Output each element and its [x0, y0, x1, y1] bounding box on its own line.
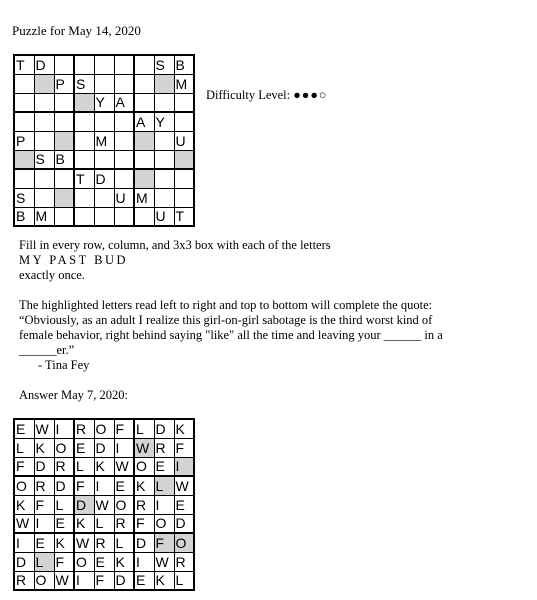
puzzle-cell [74, 188, 94, 207]
puzzle-cell [54, 93, 74, 112]
answer-cell: F [14, 457, 34, 476]
puzzle-cell [154, 169, 174, 188]
answer-cell: D [54, 476, 74, 495]
puzzle-cell [74, 112, 94, 131]
answer-cell: R [14, 571, 34, 590]
answer-cell: R [114, 514, 134, 533]
puzzle-cell [94, 74, 114, 93]
answer-cell: W [174, 476, 194, 495]
puzzle-cell [94, 207, 114, 226]
answer-cell: R [34, 476, 54, 495]
puzzle-cell [94, 55, 114, 74]
puzzle-cell [114, 131, 134, 150]
answer-cell: I [74, 571, 94, 590]
quote-line: female behavior, right behind saying "like" all the time and leaving your ______ in a [19, 328, 443, 342]
answer-cell: O [174, 533, 194, 552]
answer-row [14, 514, 194, 533]
puzzle-row [14, 131, 194, 150]
puzzle-cell [14, 169, 34, 188]
answer-cell: K [34, 438, 54, 457]
answer-cell: L [14, 438, 34, 457]
puzzle-cell [14, 150, 34, 169]
puzzle-cell [134, 207, 154, 226]
answer-row [14, 495, 194, 514]
answer-cell: I [14, 533, 34, 552]
puzzle-cell [174, 93, 194, 112]
answer-cell: W [74, 533, 94, 552]
puzzle-cell [54, 188, 74, 207]
puzzle-cell [74, 93, 94, 112]
answer-cell: D [114, 571, 134, 590]
puzzle-cell [34, 131, 54, 150]
quote-line: ______er.” [19, 343, 75, 357]
puzzle-cell [54, 169, 74, 188]
puzzle-cell: Y [154, 112, 174, 131]
puzzle-cell [94, 150, 114, 169]
puzzle-cell [74, 207, 94, 226]
puzzle-cell [14, 93, 34, 112]
puzzle-row [14, 207, 194, 226]
answer-cell: F [74, 476, 94, 495]
puzzle-cell [114, 55, 134, 74]
answer-row [14, 457, 194, 476]
answer-cell: R [94, 533, 114, 552]
puzzle-cell: T [14, 55, 34, 74]
puzzle-cell [154, 188, 174, 207]
answer-cell: E [154, 457, 174, 476]
answer-cell: E [14, 419, 34, 438]
answer-cell: D [94, 438, 114, 457]
puzzle-grid [13, 54, 195, 227]
answer-cell: O [134, 457, 154, 476]
puzzle-cell: S [14, 188, 34, 207]
quote-line: “Obviously, as an adult I realize this girl-on-girl sabotage is the third worst kind of [19, 313, 433, 327]
answer-cell: K [74, 514, 94, 533]
answer-cell: R [134, 495, 154, 514]
puzzle-cell [174, 188, 194, 207]
answer-cell: L [154, 476, 174, 495]
answer-cell: E [94, 552, 114, 571]
puzzle-cell [134, 131, 154, 150]
answer-cell: W [34, 419, 54, 438]
answer-cell: K [94, 457, 114, 476]
puzzle-cell [34, 93, 54, 112]
puzzle-cell [134, 55, 154, 74]
answer-row [14, 533, 194, 552]
puzzle-cell: B [54, 150, 74, 169]
puzzle-cell: D [34, 55, 54, 74]
answer-cell: O [54, 438, 74, 457]
quote-intro: The highlighted letters read left to right and top to bottom will complete the quote: [19, 298, 433, 312]
puzzle-cell: D [94, 169, 114, 188]
answer-cell: I [54, 419, 74, 438]
puzzle-row [14, 169, 194, 188]
puzzle-cell [154, 131, 174, 150]
puzzle-cell: A [114, 93, 134, 112]
answer-row [14, 571, 194, 590]
answer-cell: K [14, 495, 34, 514]
puzzle-cell [134, 169, 154, 188]
answer-row [14, 438, 194, 457]
answer-cell: I [174, 457, 194, 476]
puzzle-cell [54, 131, 74, 150]
answer-cell: O [154, 514, 174, 533]
puzzle-cell: S [74, 74, 94, 93]
answer-cell: L [74, 457, 94, 476]
answer-cell: F [94, 571, 114, 590]
puzzle-cell [114, 169, 134, 188]
answer-cell: E [134, 571, 154, 590]
answer-title: Answer May 7, 2020: [19, 388, 129, 402]
answer-cell: L [94, 514, 114, 533]
puzzle-cell [174, 150, 194, 169]
puzzle-cell [74, 150, 94, 169]
answer-cell: O [94, 419, 114, 438]
puzzle-cell [174, 169, 194, 188]
puzzle-cell [94, 112, 114, 131]
puzzle-cell: S [154, 55, 174, 74]
puzzle-cell [134, 74, 154, 93]
puzzle-cell: B [174, 55, 194, 74]
puzzle-cell [114, 150, 134, 169]
answer-cell: K [114, 552, 134, 571]
answer-cell: F [114, 419, 134, 438]
puzzle-cell: P [54, 74, 74, 93]
answer-cell: E [34, 533, 54, 552]
puzzle-letters: MY PAST BUD [19, 253, 129, 267]
puzzle-cell [154, 93, 174, 112]
puzzle-cell: T [174, 207, 194, 226]
puzzle-cell [94, 188, 114, 207]
answer-cell: R [154, 438, 174, 457]
answer-cell: D [34, 457, 54, 476]
puzzle-cell: P [14, 131, 34, 150]
puzzle-cell: U [114, 188, 134, 207]
difficulty-dots: ●●●○ [293, 88, 328, 102]
answer-cell: L [174, 571, 194, 590]
puzzle-cell [14, 112, 34, 131]
puzzle-cell: S [34, 150, 54, 169]
instructions-line: Fill in every row, column, and 3x3 box with each of the letters [19, 238, 331, 252]
difficulty-level [206, 88, 327, 103]
puzzle-cell [14, 74, 34, 93]
puzzle-cell: M [94, 131, 114, 150]
puzzle-cell [114, 112, 134, 131]
puzzle-cell: Y [94, 93, 114, 112]
puzzle-cell [154, 150, 174, 169]
answer-cell: R [74, 419, 94, 438]
answer-cell: K [174, 419, 194, 438]
answer-cell: D [134, 533, 154, 552]
puzzle-cell: M [134, 188, 154, 207]
answer-cell: W [54, 571, 74, 590]
puzzle-cell [54, 112, 74, 131]
answer-cell: E [174, 495, 194, 514]
answer-cell: I [154, 495, 174, 514]
puzzle-cell [114, 74, 134, 93]
answer-cell: L [134, 419, 154, 438]
puzzle-cell [134, 93, 154, 112]
answer-cell: I [134, 552, 154, 571]
answer-cell: F [54, 552, 74, 571]
answer-cell: O [34, 571, 54, 590]
difficulty-label: Difficulty Level: [206, 88, 294, 102]
answer-cell: E [74, 438, 94, 457]
puzzle-cell [74, 131, 94, 150]
puzzle-cell: M [34, 207, 54, 226]
puzzle-row [14, 55, 194, 74]
puzzle-cell: B [14, 207, 34, 226]
answer-cell: W [154, 552, 174, 571]
answer-cell: L [34, 552, 54, 571]
answer-cell: K [134, 476, 154, 495]
answer-cell: O [14, 476, 34, 495]
puzzle-cell [54, 207, 74, 226]
answer-cell: I [114, 438, 134, 457]
puzzle-cell: T [74, 169, 94, 188]
puzzle-cell [34, 169, 54, 188]
answer-row [14, 476, 194, 495]
answer-cell: D [154, 419, 174, 438]
answer-cell: W [94, 495, 114, 514]
answer-cell: I [34, 514, 54, 533]
puzzle-row [14, 188, 194, 207]
puzzle-cell [34, 112, 54, 131]
answer-row [14, 419, 194, 438]
puzzle-cell: U [174, 131, 194, 150]
answer-cell: W [114, 457, 134, 476]
answer-cell: R [54, 457, 74, 476]
answer-cell: W [14, 514, 34, 533]
answer-cell: K [154, 571, 174, 590]
puzzle-row [14, 112, 194, 131]
answer-grid [13, 418, 195, 591]
puzzle-cell [114, 207, 134, 226]
answer-cell: D [14, 552, 34, 571]
puzzle-cell [154, 74, 174, 93]
puzzle-row [14, 93, 194, 112]
puzzle-cell [174, 112, 194, 131]
puzzle-cell: A [134, 112, 154, 131]
answer-cell: O [74, 552, 94, 571]
puzzle-row [14, 74, 194, 93]
answer-cell: F [34, 495, 54, 514]
answer-cell: L [54, 495, 74, 514]
answer-cell: E [114, 476, 134, 495]
answer-cell: D [74, 495, 94, 514]
answer-cell: F [134, 514, 154, 533]
answer-cell: W [134, 438, 154, 457]
quote-author: - Tina Fey [38, 358, 90, 372]
answer-cell: O [114, 495, 134, 514]
puzzle-cell [134, 150, 154, 169]
puzzle-row [14, 150, 194, 169]
answer-cell: L [114, 533, 134, 552]
answer-cell: R [174, 552, 194, 571]
answer-cell: D [174, 514, 194, 533]
instructions-ending: exactly once. [19, 268, 85, 282]
answer-cell: K [54, 533, 74, 552]
puzzle-cell [34, 74, 54, 93]
puzzle-cell [74, 55, 94, 74]
puzzle-cell [54, 55, 74, 74]
puzzle-title: Puzzle for May 14, 2020 [12, 23, 141, 38]
puzzle-cell: U [154, 207, 174, 226]
answer-row [14, 552, 194, 571]
puzzle-cell [34, 188, 54, 207]
puzzle-cell: M [174, 74, 194, 93]
answer-cell: F [174, 438, 194, 457]
answer-cell: I [94, 476, 114, 495]
answer-cell: F [154, 533, 174, 552]
answer-cell: E [54, 514, 74, 533]
